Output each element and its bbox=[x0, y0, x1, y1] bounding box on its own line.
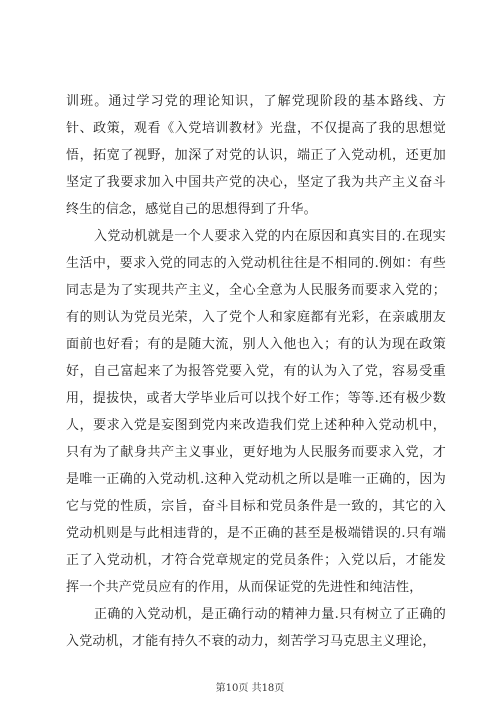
paragraph-3: 正确的入党动机，是正确行动的精神力量.只有树立了正确的入党动机，才能有持久不衰的动力，刻苦学习马克思主义理论， bbox=[66, 607, 446, 649]
paragraph-2: 入党动机就是一个人要求入党的内在原因和真实目的.在现实生活中，要求入党的同志的入党动机往往是不相同的.例如：有些同志是为了实现共产主义，全心全意为人民服务而要求入党的；有的则认为党员光荣，入了党个人和家庭都有光彩，在亲戚朋友面前也好看；有的是随大流，别人入他也入；有的认为现在政策好，自己富起来了为报答党要入党，有的认为入了党，容易受重用，提拔快，或者大学毕业后可以找个好工作；等等.还有极少数人，要求入党是妄图到党内来改造我们党上述种种入党动机中，只有为了献身共产主义事业，更好地为人民服务而要求入党，才是唯一正确的入党动机.这种入党动机之所以是唯一正确的，因为它与党的性质，宗旨，奋斗目标和党员条件是一致的，其它的入党动机则是与此相违背的，是不正确的甚至是极端错误的.只有端正了入党动机，才符合党章规定的党员条件；入党以后，才能发挥一个共产党员应有的作用，从而保证党的先进性和纯洁性， bbox=[66, 229, 446, 595]
document-body bbox=[66, 88, 446, 655]
paragraph-1: 训班。通过学习党的理论知识，了解党现阶段的基本路线、方针、政策，观看《入党培训教材》光盘，不仅提高了我的思想觉悟，拓宽了视野，加深了对党的认识，端正了入党动机，还更加坚定了我要求加入中国共产党的决心，坚定了我为共产主义奋斗终生的信念，感觉自己的思想得到了升华。 bbox=[66, 94, 446, 217]
page-number-footer: 第10页 共18页 bbox=[215, 683, 285, 694]
